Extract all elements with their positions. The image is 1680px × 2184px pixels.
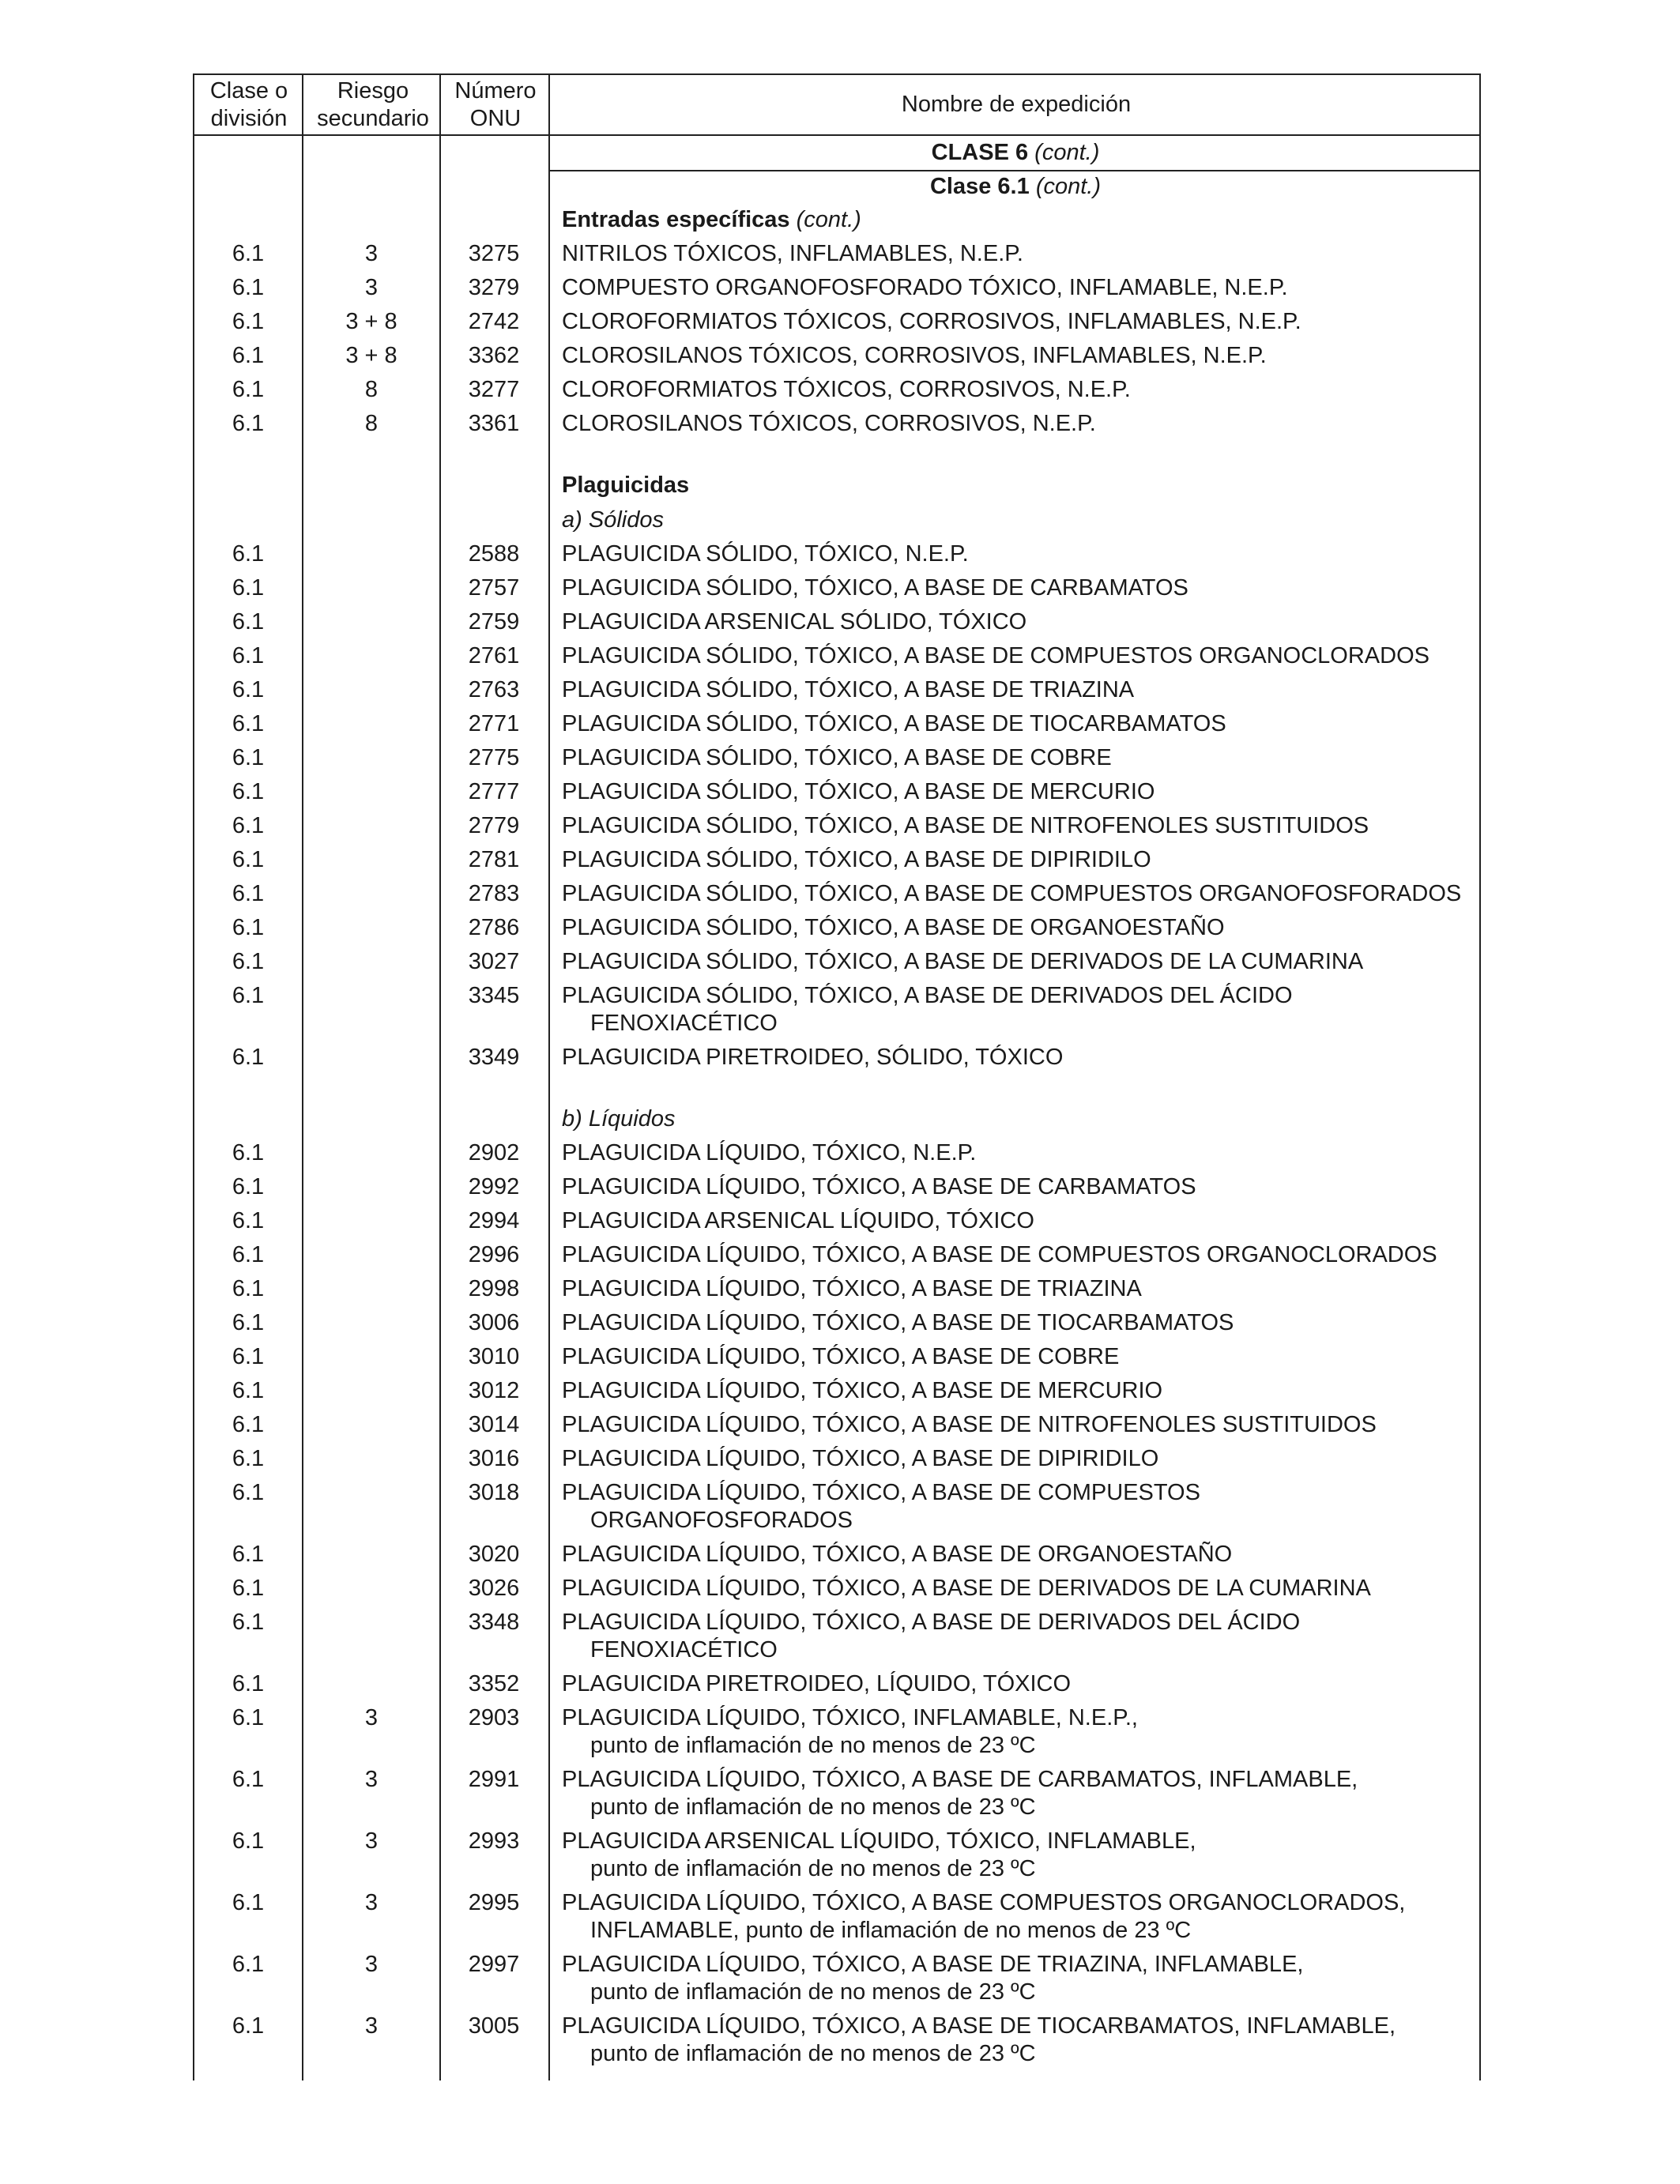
shipping-name-continuation: punto de inflamación de no menos de 23 ºC [590,1856,1036,1881]
shipping-name-cell [562,710,1478,738]
shipping-name-cell [562,778,1478,806]
un-number-cell: 3018 [468,1480,520,1505]
shipping-name-line: PLAGUICIDA LÍQUIDO, TÓXICO, A BASE DE DERIVADOS DEL ÁCIDO [562,1610,1301,1635]
shipping-name-cell [562,608,1478,636]
un-number-cell: 2996 [468,1242,520,1267]
shipping-name-line: PLAGUICIDA LÍQUIDO, TÓXICO, A BASE DE COMPUESTOS [562,1480,1200,1505]
shipping-name-cell [562,914,1478,942]
shipping-name-line: PLAGUICIDA SÓLIDO, TÓXICO, A BASE DE TIOCARBAMATOS [562,711,1226,736]
shipping-name-line: CLOROSILANOS TÓXICOS, CORROSIVOS, INFLAMABLES, N.E.P. [562,343,1267,368]
shipping-name-line: PLAGUICIDA ARSENICAL LÍQUIDO, TÓXICO [562,1208,1034,1233]
column-divider [548,73,550,2080]
class-cell: 6.1 [232,915,265,940]
un-number-cell: 2993 [468,1828,520,1854]
un-number-cell: 2992 [468,1174,520,1199]
shipping-name-cell [562,846,1478,874]
risk-cell: 3 [364,1705,379,1730]
shipping-name-cell [562,1541,1478,1568]
shipping-name-line: PLAGUICIDA SÓLIDO, TÓXICO, A BASE DE COMPUESTOS ORGANOCLORADOS [562,643,1430,668]
un-number-cell: 3020 [468,1542,520,1567]
class-cell: 6.1 [232,309,265,334]
un-number-cell: 2779 [468,813,520,838]
shipping-name-line: PLAGUICIDA LÍQUIDO, TÓXICO, A BASE DE DERIVADOS DE LA CUMARINA [562,1576,1371,1601]
un-number-cell: 3027 [468,949,520,974]
shipping-name-cell [562,1139,1478,1167]
shipping-name-line: PLAGUICIDA LÍQUIDO, TÓXICO, A BASE COMPUESTOS ORGANOCLORADOS, [562,1890,1406,1915]
shipping-name-cell [562,1828,1478,1883]
shipping-name-cell [562,1766,1478,1821]
un-number-cell: 3012 [468,1378,520,1403]
class-cell: 6.1 [232,745,265,770]
un-number-cell: 3005 [468,2013,520,2039]
un-number-cell: 2786 [468,915,520,940]
un-number-cell: 2588 [468,541,520,567]
risk-cell: 3 [364,1890,379,1915]
un-number-cell: 2781 [468,847,520,872]
subsection-heading: b) Líquidos [562,1106,676,1132]
class-cell: 6.1 [232,1045,265,1070]
class-cell: 6.1 [232,711,265,736]
class-cell: 6.1 [232,541,265,567]
shipping-name-continuation: punto de inflamación de no menos de 23 ºC [590,1979,1036,2005]
shipping-name-cell [562,1411,1478,1439]
shipping-name-line: PLAGUICIDA LÍQUIDO, TÓXICO, A BASE DE COBRE [562,1344,1120,1369]
shipping-name-cell [562,1951,1478,2006]
risk-cell: 3 [364,2013,379,2039]
shipping-name-line: PLAGUICIDA LÍQUIDO, TÓXICO, INFLAMABLE, N.E.P., [562,1705,1138,1730]
shipping-name-cell [562,274,1478,302]
shipping-name-line: PLAGUICIDA SÓLIDO, TÓXICO, A BASE DE COMPUESTOS ORGANOFOSFORADOS [562,881,1462,906]
un-number-cell: 3348 [468,1610,520,1635]
shipping-name-line: PLAGUICIDA SÓLIDO, TÓXICO, N.E.P. [562,541,969,567]
class-cell: 6.1 [232,1412,265,1437]
class-cell: 6.1 [232,1705,265,1730]
class-cell: 6.1 [232,377,265,402]
shipping-name-cell [562,1207,1478,1235]
risk-cell: 8 [364,411,379,436]
header-class-division: Clase o división [209,77,288,131]
un-number-cell: 3279 [468,275,520,300]
class-cell: 6.1 [232,1890,265,1915]
shipping-name-line: PLAGUICIDA SÓLIDO, TÓXICO, A BASE DE NITROFENOLES SUSTITUIDOS [562,813,1369,838]
class-heading-rule [550,170,1481,171]
shipping-name-cell [562,982,1478,1037]
class-cell: 6.1 [232,1378,265,1403]
shipping-name-cell [562,1670,1478,1698]
class-cell: 6.1 [232,949,265,974]
un-number-cell: 2777 [468,779,520,804]
class-cell: 6.1 [232,1671,265,1696]
class-heading: CLASE 6 (cont.) [931,140,1100,165]
risk-cell: 3 [364,241,379,266]
class-cell: 6.1 [232,275,265,300]
un-number-cell: 2991 [468,1767,520,1792]
shipping-name-line: NITRILOS TÓXICOS, INFLAMABLES, N.E.P. [562,241,1023,266]
shipping-name-cell [562,1575,1478,1602]
shipping-name-cell [562,744,1478,772]
class-cell: 6.1 [232,575,265,601]
shipping-name-cell [562,812,1478,840]
shipping-name-cell [562,880,1478,908]
un-number-cell: 3345 [468,983,520,1008]
shipping-name-continuation: INFLAMABLE, punto de inflamación de no menos de 23 ºC [590,1918,1192,1943]
shipping-name-cell [562,1889,1478,1945]
un-number-cell: 2775 [468,745,520,770]
shipping-name-cell [562,1479,1478,1534]
shipping-name-line: PLAGUICIDA LÍQUIDO, TÓXICO, A BASE DE TRIAZINA [562,1276,1142,1301]
class-cell: 6.1 [232,1310,265,1335]
un-number-cell: 3349 [468,1045,520,1070]
shipping-name-line: PLAGUICIDA LÍQUIDO, TÓXICO, A BASE DE ORGANOESTAÑO [562,1542,1233,1567]
shipping-name-line: PLAGUICIDA LÍQUIDO, TÓXICO, A BASE DE TIOCARBAMATOS, INFLAMABLE, [562,2013,1396,2039]
un-number-cell: 3006 [468,1310,520,1335]
class-cell: 6.1 [232,1276,265,1301]
class-cell: 6.1 [232,847,265,872]
shipping-name-line: PLAGUICIDA PIRETROIDEO, LÍQUIDO, TÓXICO [562,1671,1072,1696]
shipping-name-line: PLAGUICIDA LÍQUIDO, TÓXICO, A BASE DE CARBAMATOS, INFLAMABLE, [562,1767,1358,1792]
class-cell: 6.1 [232,609,265,634]
shipping-name-cell [562,1609,1478,1664]
class-cell: 6.1 [232,343,265,368]
shipping-name-cell [562,574,1478,602]
un-number-cell: 3010 [468,1344,520,1369]
un-number-cell: 2757 [468,575,520,601]
un-number-cell: 2742 [468,309,520,334]
shipping-name-line: CLOROSILANOS TÓXICOS, CORROSIVOS, N.E.P. [562,411,1096,436]
class-cell: 6.1 [232,677,265,702]
class-cell: 6.1 [232,241,265,266]
risk-cell: 3 + 8 [345,309,397,334]
shipping-name-cell [562,240,1478,268]
class-cell: 6.1 [232,1446,265,1471]
column-divider [1479,73,1481,2080]
class-cell: 6.1 [232,1140,265,1165]
risk-cell: 3 [364,275,379,300]
class-cell: 6.1 [232,1208,265,1233]
class-cell: 6.1 [232,983,265,1008]
shipping-name-cell [562,1241,1478,1269]
shipping-name-cell [562,948,1478,976]
class-cell: 6.1 [232,1542,265,1567]
shipping-name-cell [562,376,1478,404]
class-cell: 6.1 [232,1576,265,1601]
shipping-name-cell [562,1309,1478,1337]
class-cell: 6.1 [232,881,265,906]
shipping-name-line: PLAGUICIDA LÍQUIDO, TÓXICO, A BASE DE DIPIRIDILO [562,1446,1159,1471]
shipping-name-cell [562,1275,1478,1303]
shipping-name-cell [562,1044,1478,1071]
shipping-name-line: PLAGUICIDA SÓLIDO, TÓXICO, A BASE DE DERIVADOS DE LA CUMARINA [562,949,1364,974]
shipping-name-continuation: punto de inflamación de no menos de 23 ºC [590,2041,1036,2066]
shipping-name-continuation: punto de inflamación de no menos de 23 ºC [590,1794,1036,1820]
class-cell: 6.1 [232,1242,265,1267]
shipping-name-line: PLAGUICIDA SÓLIDO, TÓXICO, A BASE DE TRIAZINA [562,677,1135,702]
shipping-name-line: PLAGUICIDA LÍQUIDO, TÓXICO, A BASE DE COMPUESTOS ORGANOCLORADOS [562,1242,1437,1267]
shipping-name-line: PLAGUICIDA ARSENICAL SÓLIDO, TÓXICO [562,609,1027,634]
un-number-cell: 3026 [468,1576,520,1601]
table-header [193,73,1481,136]
shipping-name-cell [562,1173,1478,1201]
un-number-cell: 3361 [468,411,520,436]
shipping-name-line: PLAGUICIDA SÓLIDO, TÓXICO, A BASE DE DERIVADOS DEL ÁCIDO [562,983,1293,1008]
shipping-name-line: CLOROFORMIATOS TÓXICOS, CORROSIVOS, INFLAMABLES, N.E.P. [562,309,1301,334]
header-secondary-risk: Riesgo secundario [317,77,429,131]
shipping-name-line: COMPUESTO ORGANOFOSFORADO TÓXICO, INFLAMABLE, N.E.P. [562,275,1288,300]
shipping-name-continuation: ORGANOFOSFORADOS [590,1508,853,1533]
shipping-name-cell [562,642,1478,670]
division-heading: Clase 6.1 (cont.) [929,174,1101,199]
shipping-name-line: PLAGUICIDA SÓLIDO, TÓXICO, A BASE DE ORGANOESTAÑO [562,915,1225,940]
un-number-cell: 3016 [468,1446,520,1471]
un-number-cell: 2759 [468,609,520,634]
dangerous-goods-table [193,73,1481,2080]
header-shipping-name: Nombre de expedición [901,92,1132,117]
un-number-cell: 2903 [468,1705,520,1730]
class-cell: 6.1 [232,1610,265,1635]
shipping-name-line: CLOROFORMIATOS TÓXICOS, CORROSIVOS, N.E.P. [562,377,1131,402]
class-cell: 6.1 [232,779,265,804]
class-cell: 6.1 [232,1480,265,1505]
class-cell: 6.1 [232,1767,265,1792]
class-cell: 6.1 [232,813,265,838]
section-heading: Entradas específicas (cont.) [562,207,861,232]
header-un-number: Número ONU [454,77,537,131]
section-heading: Plaguicidas [562,473,690,498]
shipping-name-continuation: FENOXIACÉTICO [590,1637,778,1662]
un-number-cell: 2771 [468,711,520,736]
shipping-name-line: PLAGUICIDA SÓLIDO, TÓXICO, A BASE DE DIPIRIDILO [562,847,1151,872]
shipping-name-line: PLAGUICIDA LÍQUIDO, TÓXICO, A BASE DE CARBAMATOS [562,1174,1196,1199]
shipping-name-line: PLAGUICIDA LÍQUIDO, TÓXICO, A BASE DE TIOCARBAMATOS [562,1310,1234,1335]
shipping-name-line: PLAGUICIDA LÍQUIDO, TÓXICO, A BASE DE TRIAZINA, INFLAMABLE, [562,1952,1304,1977]
un-number-cell: 2783 [468,881,520,906]
class-cell: 6.1 [232,1344,265,1369]
un-number-cell: 3352 [468,1671,520,1696]
shipping-name-cell [562,342,1478,370]
class-cell: 6.1 [232,411,265,436]
un-number-cell: 3014 [468,1412,520,1437]
risk-cell: 8 [364,377,379,402]
risk-cell: 3 + 8 [345,343,397,368]
shipping-name-cell [562,676,1478,704]
shipping-name-line: PLAGUICIDA ARSENICAL LÍQUIDO, TÓXICO, INFLAMABLE, [562,1828,1196,1854]
un-number-cell: 2998 [468,1276,520,1301]
risk-cell: 3 [364,1828,379,1854]
shipping-name-cell [562,1445,1478,1473]
un-number-cell: 2761 [468,643,520,668]
shipping-name-continuation: FENOXIACÉTICO [590,1011,778,1036]
shipping-name-cell [562,2013,1478,2068]
shipping-name-line: PLAGUICIDA LÍQUIDO, TÓXICO, A BASE DE MERCURIO [562,1378,1163,1403]
shipping-name-line: PLAGUICIDA PIRETROIDEO, SÓLIDO, TÓXICO [562,1045,1064,1070]
shipping-name-continuation: punto de inflamación de no menos de 23 ºC [590,1733,1036,1758]
shipping-name-line: PLAGUICIDA SÓLIDO, TÓXICO, A BASE DE CARBAMATOS [562,575,1188,601]
un-number-cell: 3362 [468,343,520,368]
shipping-name-cell [562,308,1478,336]
shipping-name-line: PLAGUICIDA LÍQUIDO, TÓXICO, N.E.P. [562,1140,977,1165]
shipping-name-line: PLAGUICIDA SÓLIDO, TÓXICO, A BASE DE COBRE [562,745,1112,770]
class-cell: 6.1 [232,1952,265,1977]
shipping-name-cell [562,1343,1478,1371]
shipping-name-cell [562,410,1478,438]
class-cell: 6.1 [232,1828,265,1854]
un-number-cell: 2994 [468,1208,520,1233]
shipping-name-line: PLAGUICIDA LÍQUIDO, TÓXICO, A BASE DE NITROFENOLES SUSTITUIDOS [562,1412,1377,1437]
un-number-cell: 2997 [468,1952,520,1977]
shipping-name-line: PLAGUICIDA SÓLIDO, TÓXICO, A BASE DE MERCURIO [562,779,1155,804]
shipping-name-cell [562,1704,1478,1760]
subsection-heading: a) Sólidos [562,507,664,533]
risk-cell: 3 [364,1952,379,1977]
un-number-cell: 2995 [468,1890,520,1915]
shipping-name-cell [562,1377,1478,1405]
un-number-cell: 2902 [468,1140,520,1165]
un-number-cell: 3275 [468,241,520,266]
class-cell: 6.1 [232,1174,265,1199]
shipping-name-cell [562,540,1478,568]
un-number-cell: 2763 [468,677,520,702]
un-number-cell: 3277 [468,377,520,402]
class-cell: 6.1 [232,2013,265,2039]
class-cell: 6.1 [232,643,265,668]
risk-cell: 3 [364,1767,379,1792]
